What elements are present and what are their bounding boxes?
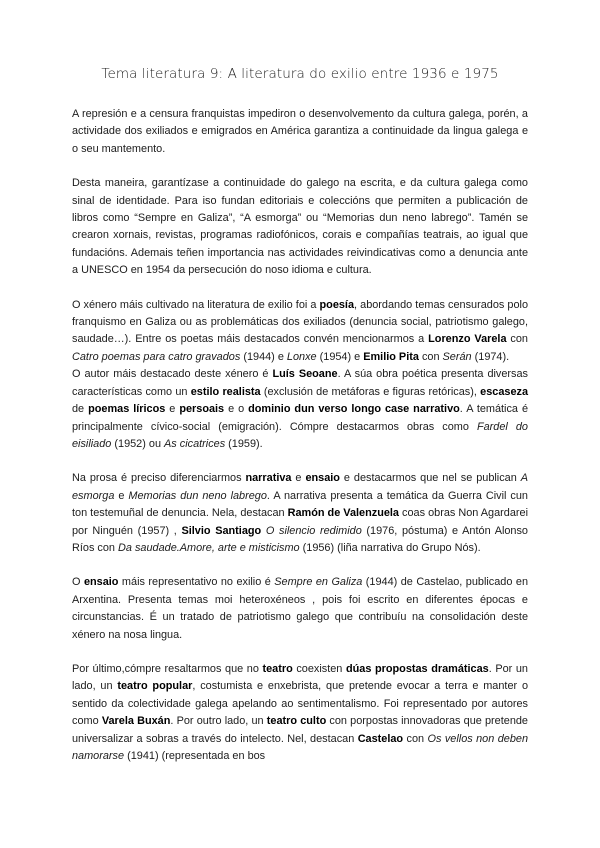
text-run: Por último,cómpre resaltarmos que no (72, 662, 263, 675)
bold-term: ensaio (305, 472, 340, 485)
text-run: . A súa obra poética presenta diversas características como un (72, 368, 528, 398)
bold-term: narrativa (245, 472, 292, 485)
bold-author: Ramón de Valenzuela (287, 507, 399, 520)
paragraph-poetry (72, 297, 528, 367)
work-title: As cicatrices (164, 437, 226, 450)
page-title: Tema literatura 9: A literatura do exilio entre 1936 e 1975 (101, 66, 499, 82)
work-title: Serán (442, 350, 472, 363)
work-title: Da saudade.Amore, arte e misticismo (118, 541, 300, 554)
text-run: e (114, 489, 129, 502)
text-run: (exclusión de metáforas e figuras retóricas), (260, 385, 481, 398)
text-run: (1944) e (240, 350, 287, 363)
bold-term: teatro culto (266, 715, 327, 728)
bold-term: dúas propostas dramáticas (345, 662, 489, 675)
bold-term: teatro (262, 662, 293, 675)
text-run: (1956) (liña narrativa do Grupo Nós). (299, 541, 481, 554)
work-title: Os vellos non deben namorarse (72, 732, 529, 762)
text-run: O xénero máis cultivado na literatura de exilio foi a (72, 298, 320, 311)
text-run: O autor máis destacado deste xénero é (72, 368, 273, 381)
bold-term: ensaio (83, 576, 119, 589)
text-run: Na prosa é preciso diferenciarmos (72, 472, 246, 485)
text-run: (1952) ou (111, 437, 165, 450)
bold-author: Emilio Pita (363, 350, 419, 363)
bold-author: Luís Seoane (272, 368, 338, 381)
text-run: coexisten (292, 662, 346, 675)
text-run: e o (224, 403, 249, 416)
bold-term: estilo realista (190, 385, 261, 398)
text-run: con porpostas innovadoras que pretende universalizar a sobras a través do intelecto. Nel, destacan (72, 715, 528, 745)
text-run: . A narrativa presenta a temática da Guerra Civil cun ton testemuñal de denuncia. Nela, destacan (72, 489, 528, 520)
paragraph-prose (72, 470, 528, 557)
paragraph-continuity: Desta maneira, garantízase a continuidade do galego na escrita, e da cultura galega como sinal de identidade. Para iso fundan editoriais e coleccións que permiten a publicación de libros como “Sempre en Galiza”, “A esmorga” ou “Memorias dun neno labrego”. Tamén se crearon xornais, revistas, programas radiofónicos, corais e compañías teatrais, ao igual que fundacións. Ademais teñen importancia nas actividades reivindicativas como a denuncia ante a UNESCO en 1954 da persecución do noso idioma e cultura. (72, 177, 528, 277)
paragraph-theatre (72, 661, 528, 765)
work-title: O silencio redimido (265, 524, 362, 537)
paragraph-seoane (72, 366, 528, 453)
bold-author: Castelao (357, 732, 404, 745)
work-title: Memorias dun neno labrego (128, 489, 267, 502)
bold-author: Lorenzo Varela (428, 333, 507, 346)
paragraph-repression: A represión e a censura franquistas impediron o desenvolvemento da cultura galega, porén, a actividade dos exiliados e emigrados en América garantiza a continuidade da lingua galega e o seu mantemento. (72, 108, 528, 155)
work-title: Fardel do eisiliado (72, 420, 528, 450)
text-run: e (291, 472, 306, 485)
bold-term: persoais (179, 403, 225, 416)
text-run: . A temática é principalmente cívico-social (emigración). Cómpre destacarmos obras como (72, 403, 528, 433)
text-run: (1954) e (316, 350, 364, 363)
text-run: coas obras Non Agardarei por Ninguén (1957) , (72, 507, 528, 537)
work-title: Sempre en Galiza (274, 576, 363, 589)
text-run: máis representativo no exilio é (118, 576, 275, 589)
text-run: (1974). (471, 350, 510, 363)
bold-author: Varela Buxán (101, 715, 171, 728)
paragraph-essay (72, 574, 528, 644)
bold-term: escaseza (480, 385, 528, 398)
text-run: . Por un lado, un (72, 662, 528, 693)
bold-term: teatro popular (117, 680, 193, 693)
bold-term: dominio dun verso longo case narrativo (248, 403, 460, 416)
text-run: , abordando temas censurados polo franquismo en Galiza ou as problemáticas dos exiliados (denuncia social, patriotismo galego, saudade…). Entre os poetas máis destacados convén mencionarmos a (72, 298, 529, 346)
text-run: O (72, 576, 84, 589)
text-run: de (72, 403, 89, 416)
text-run: e (165, 403, 180, 416)
text-run: con (403, 732, 428, 745)
text-run: e destacarmos que nel se publican (339, 472, 521, 485)
text-run: , costumista e enxebrista, que pretende evocar a terra e manter o sentido da colectividade galega apelando ao sentimentalismo. Foi representado por autores como (72, 680, 529, 728)
text-run: con (506, 333, 528, 346)
document-body (72, 106, 528, 782)
bold-author: Silvio Santiago (181, 524, 262, 537)
text-run: (1941) (representada en bos (124, 750, 266, 762)
text-run: (1959). (225, 437, 263, 450)
text-run: (1976, póstuma) e Antón Alonso Ríos con (72, 524, 528, 554)
text-run: . Por outro lado, un (170, 715, 267, 728)
work-title: Catro poemas para catro gravados (72, 350, 241, 363)
bold-term: poemas líricos (88, 403, 166, 416)
text-run: (1944) de Castelao, publicado en Arxentina. Presenta temas moi heteroxéneos , pois foi escrito en diferentes épocas e circunstancias. É un tratado de patriotismo galego que contribuíu na consolidación deste xénero na nosa lingua. (72, 576, 529, 641)
text-run: con (418, 350, 443, 363)
bold-term: poesía (319, 298, 355, 311)
work-title: A esmorga (72, 472, 528, 502)
work-title: Lonxe (286, 350, 317, 363)
